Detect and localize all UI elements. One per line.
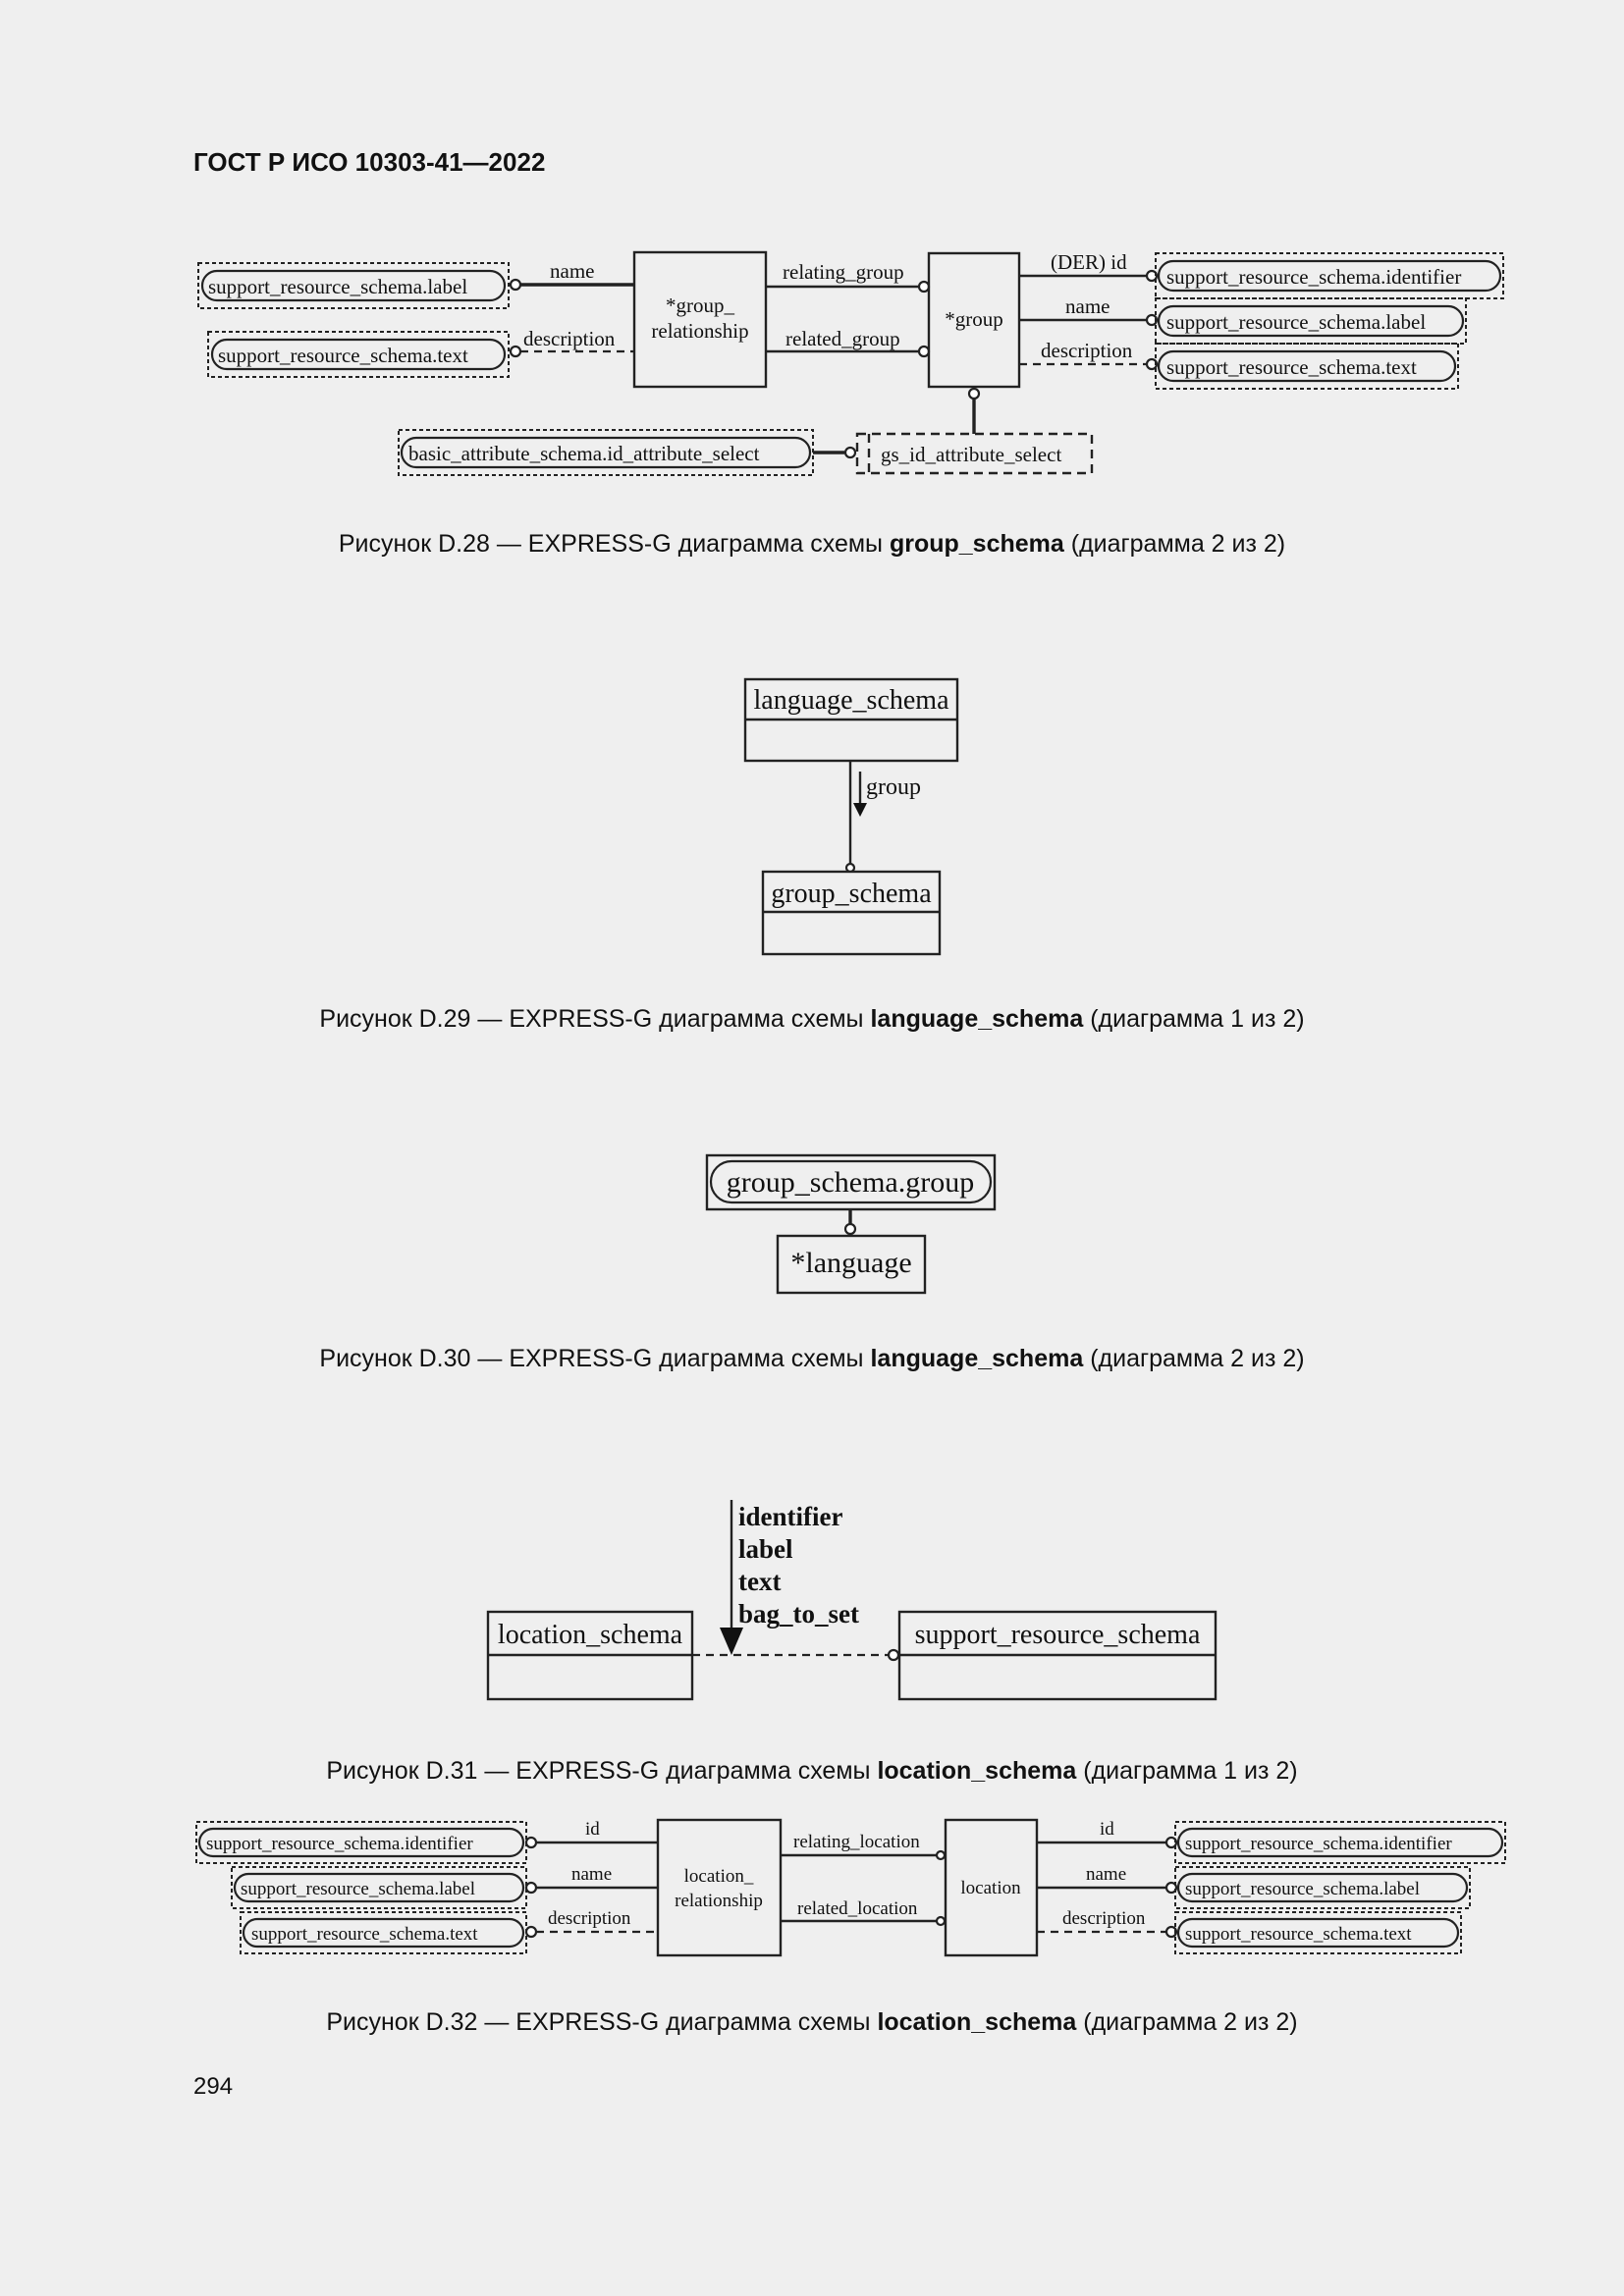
ref-basic-id-attribute-select [399,430,813,475]
ref-label-right [1175,1867,1470,1908]
ref-label-left [232,1867,526,1908]
caption-d32: Рисунок D.32 — EXPRESS-G диаграмма схемы location_schema (диаграмма 2 из 2) [326,2008,1298,2036]
ref-text-right [1175,1912,1461,1953]
attr-name-label: name [550,259,595,283]
ref-identifier-right [1175,1822,1505,1863]
select-gs-id-attribute [857,434,1092,473]
svg-text:*group_: *group_ [666,294,734,317]
caption-d30: Рисунок D.30 — EXPRESS-G диаграмма схемы language_schema (диаграмма 2 из 2) [319,1345,1305,1372]
entity-location-relationship [658,1820,781,1955]
svg-text:group_schema: group_schema [771,879,932,909]
svg-text:language_schema: language_schema [753,685,949,716]
attr-related-label: related_group [785,327,900,350]
svg-text:support_resource_schema.identi: support_resource_schema.identifier [1185,1834,1452,1854]
svg-text:support_resource_schema: support_resource_schema [914,1620,1201,1650]
relation-circle [511,347,520,356]
attr-description-label: description [523,327,616,350]
used-item-label: label [738,1534,793,1564]
attr-der-id-label: (DER) id [1051,250,1127,274]
arrow-head [853,803,867,817]
ref-support-identifier-right [1156,253,1503,298]
caption-d29: Рисунок D.29 — EXPRESS-G диаграмма схемы language_schema (диаграмма 1 из 2) [319,1005,1305,1033]
ref-text-left [241,1912,526,1953]
svg-text:basic_attribute_schema.id_attr: basic_attribute_schema.id_attribute_select [408,442,760,465]
attr-name-r-label: name [1065,294,1110,318]
svg-text:name: name [571,1864,613,1885]
svg-text:support_resource_schema.identi: support_resource_schema.identifier [206,1834,473,1854]
ref-support-text-left [208,332,509,377]
attr-group-label: group [866,774,921,800]
entity-group-relationship [634,252,766,387]
figure-d28 [198,250,1503,475]
relation-circle [969,389,979,399]
page-number: 294 [193,2073,234,2100]
entity-language [778,1236,925,1293]
arrow-head [720,1628,743,1655]
svg-text:location_: location_ [683,1866,754,1887]
svg-text:group_schema.group: group_schema.group [726,1166,975,1199]
svg-text:support_resource_schema.label: support_resource_schema.label [1185,1879,1420,1899]
svg-text:description: description [548,1908,631,1929]
ref-support-label-left [198,263,509,308]
ref-support-label-right [1156,298,1466,344]
relation-circle [845,448,855,457]
svg-text:support_resource_schema.label: support_resource_schema.label [1166,310,1427,334]
svg-text:related_location: related_location [797,1898,918,1919]
schema-group-schema [763,872,940,954]
svg-text:location_schema: location_schema [497,1620,683,1650]
ref-group-schema-group [707,1155,995,1209]
svg-text:relationship: relationship [675,1891,763,1911]
svg-text:support_resource_schema.identi: support_resource_schema.identifier [1166,265,1462,289]
schema-support-resource-schema [899,1612,1216,1699]
figure-d29 [745,679,957,954]
relation-circle [919,347,929,356]
figure-d31 [488,1500,1216,1699]
caption-d28: Рисунок D.28 — EXPRESS-G диаграмма схемы group_schema (диаграмма 2 из 2) [338,530,1286,558]
used-item-identifier: identifier [738,1502,843,1531]
figure-d32 [196,1819,1505,1955]
relation-circle [919,282,929,292]
svg-text:support_resource_schema.label: support_resource_schema.label [241,1879,475,1899]
svg-text:*language: *language [790,1247,912,1279]
svg-text:*group: *group [945,307,1003,331]
svg-text:support_resource_schema.text: support_resource_schema.text [1185,1924,1412,1945]
svg-text:relationship: relationship [651,319,749,343]
svg-text:support_resource_schema.text: support_resource_schema.text [1166,355,1417,379]
svg-text:description: description [1062,1908,1146,1929]
ref-support-text-right [1156,344,1458,389]
svg-text:id: id [585,1819,600,1840]
document-header: ГОСТ Р ИСО 10303-41—2022 [193,147,546,177]
ref-text-text: support_resource_schema.text [218,344,468,367]
schema-location-schema [488,1612,692,1699]
svg-text:support_resource_schema.text: support_resource_schema.text [251,1924,478,1945]
svg-text:id: id [1100,1819,1114,1840]
attr-relating-label: relating_group [783,260,904,284]
figure-d30 [707,1155,995,1293]
schema-language-schema [745,679,957,761]
attr-description-r-label: description [1041,339,1133,362]
entity-group [929,253,1019,387]
ref-label-text: support_resource_schema.label [208,275,468,298]
relation-circle [511,280,520,290]
used-item-bag-to-set: bag_to_set [738,1599,859,1629]
svg-text:relating_location: relating_location [793,1832,920,1852]
ref-identifier-left [196,1822,526,1863]
svg-text:gs_id_attribute_select: gs_id_attribute_select [881,443,1062,466]
caption-d31: Рисунок D.31 — EXPRESS-G диаграмма схемы location_schema (диаграмма 1 из 2) [326,1757,1298,1785]
used-item-text: text [738,1567,782,1596]
svg-text:name: name [1086,1864,1127,1885]
svg-text:location: location [960,1878,1021,1898]
entity-location [946,1820,1037,1955]
